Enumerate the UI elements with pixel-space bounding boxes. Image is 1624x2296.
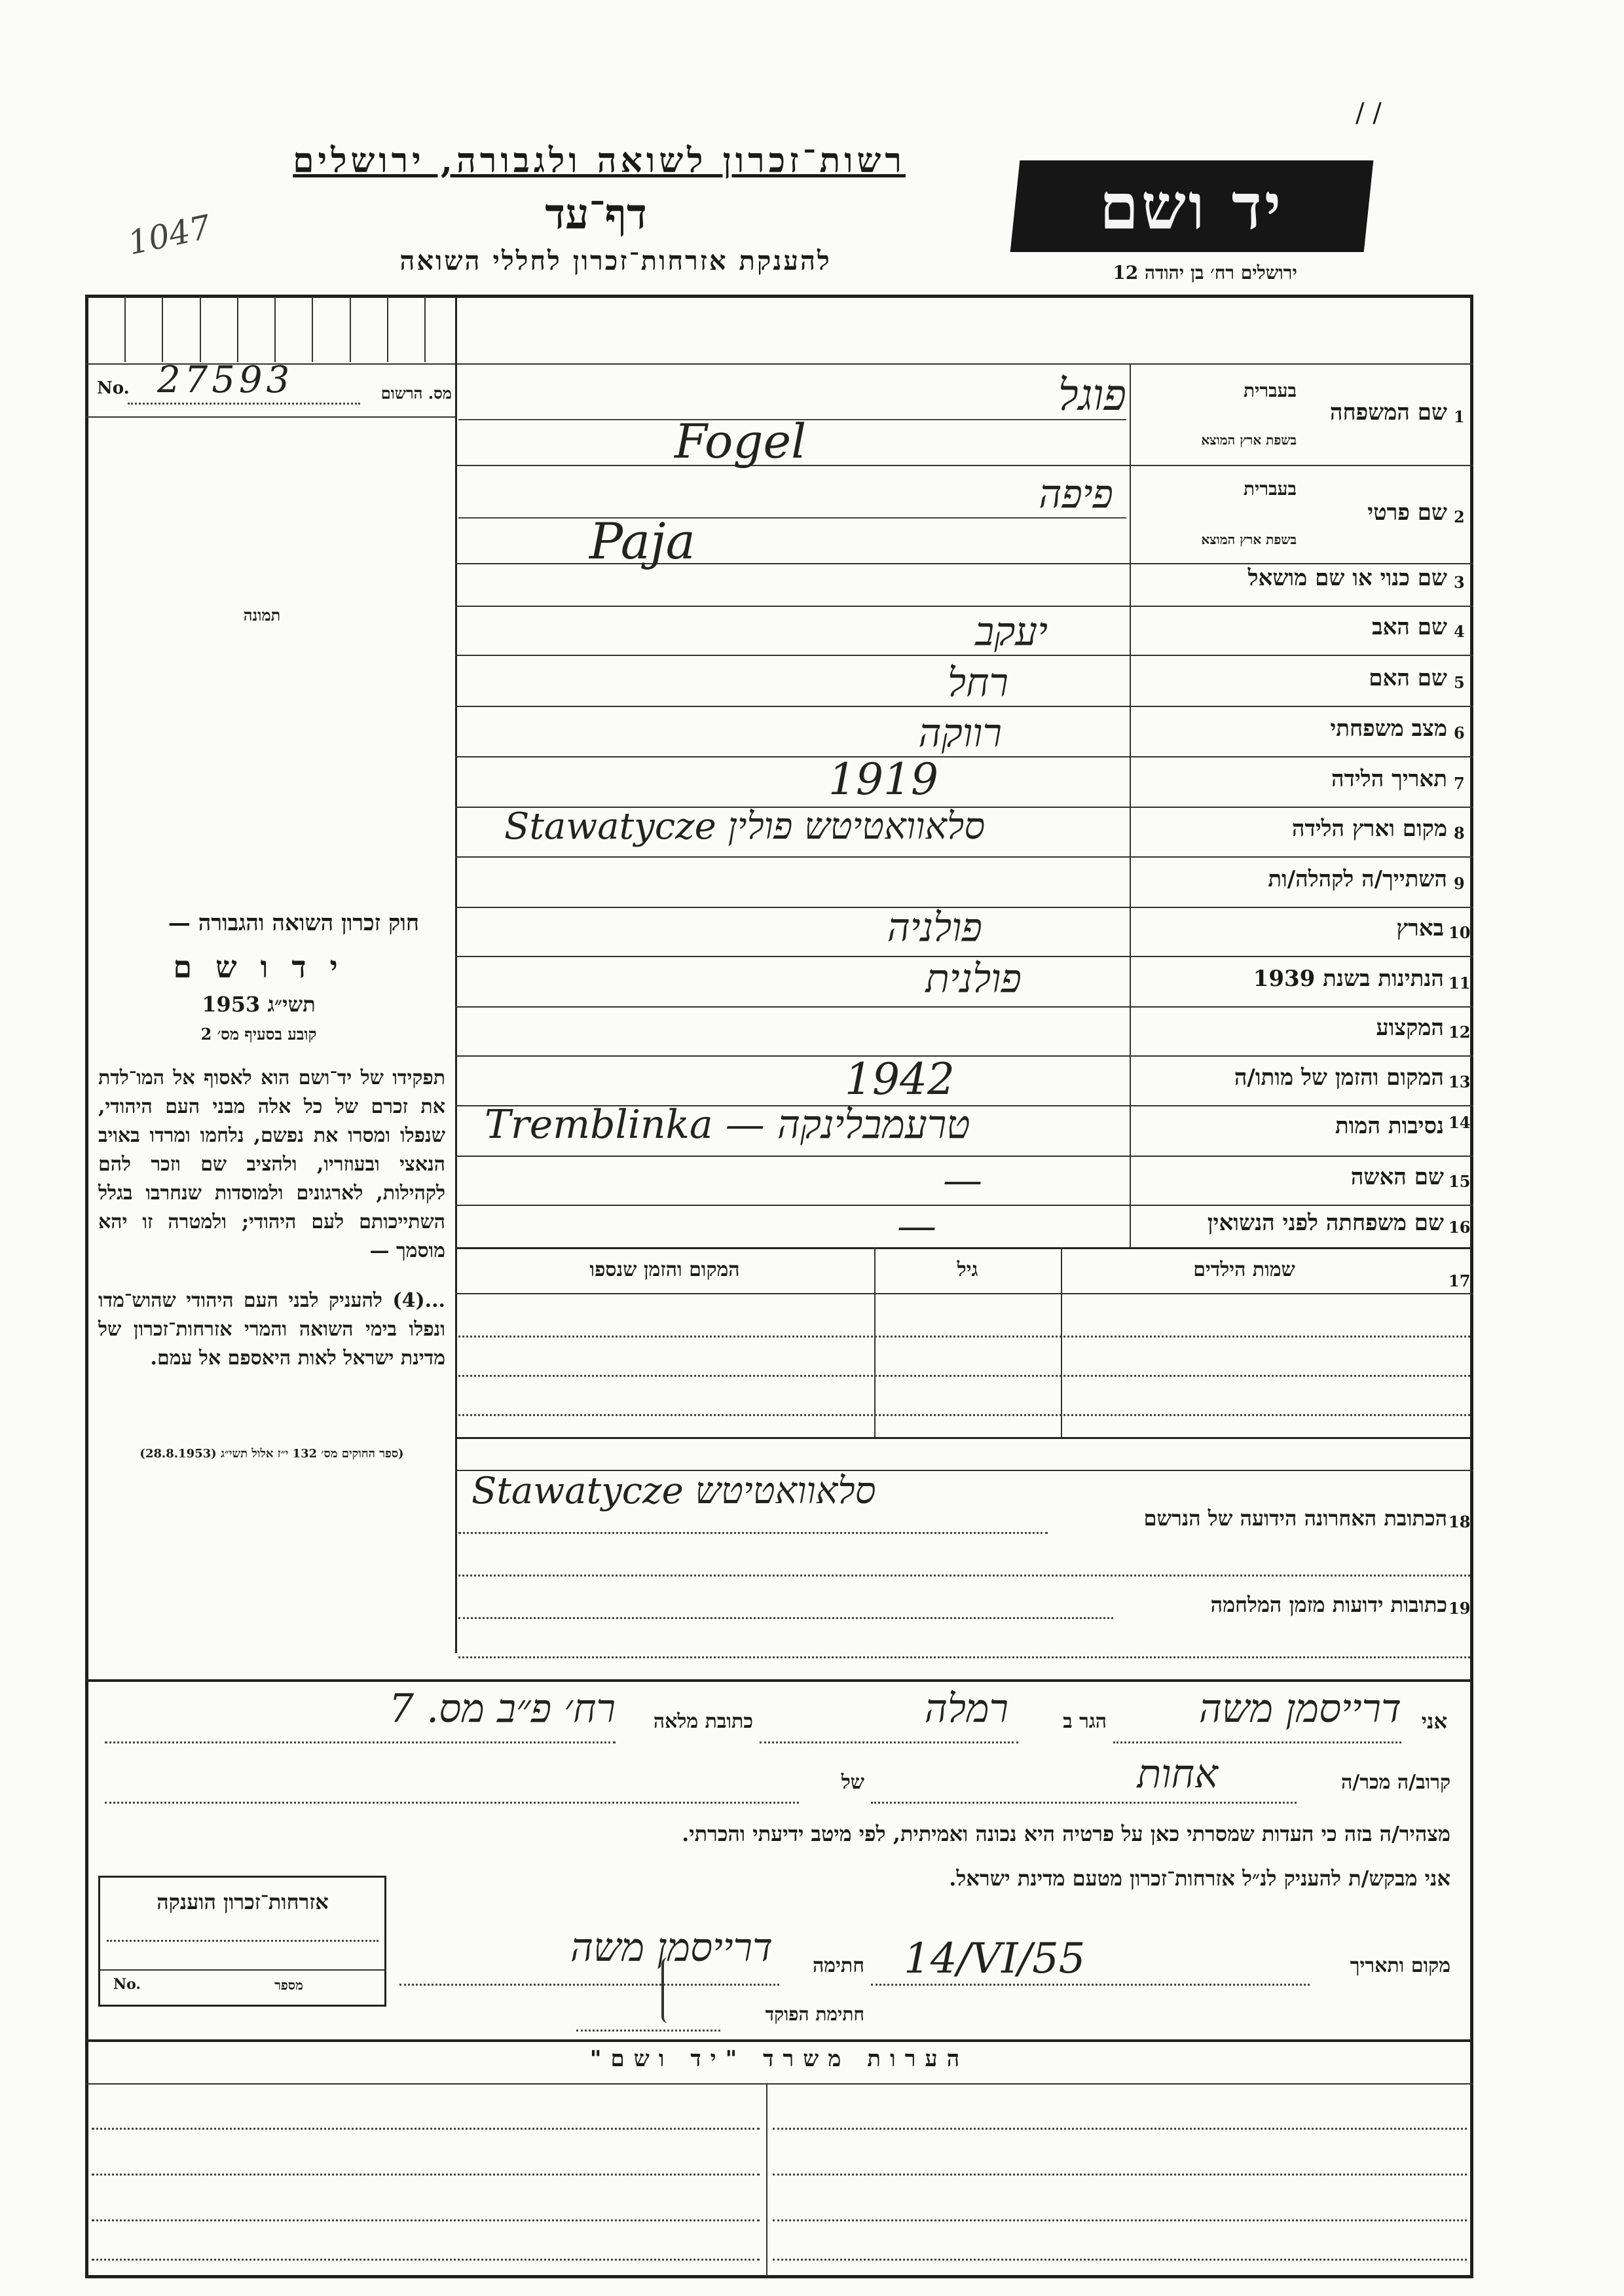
citizenship-box xyxy=(98,1876,386,2007)
row-16-value: — xyxy=(897,1203,936,1249)
decl-full-address-label: כתובת מלאה xyxy=(653,1710,753,1733)
archive-number: 1047 xyxy=(124,208,214,263)
row-16-number: 16 xyxy=(1449,1218,1471,1237)
row-4-number: 4 xyxy=(1454,622,1465,641)
row-1-value-local: Fogel xyxy=(674,414,807,469)
children-col-names: שמות הילדים xyxy=(1193,1258,1295,1281)
citizenship-box-number-label: מספר xyxy=(274,1977,303,1993)
row-17-number: 17 xyxy=(1449,1271,1471,1290)
row-2-sub-local: בשפת ארץ המוצא xyxy=(1201,532,1297,547)
form-subtitle: להענקת אזרחות־זכרון לחללי השואה xyxy=(399,246,832,276)
decl-address: רח׳ פ״ב מס. 7 xyxy=(388,1686,616,1732)
row-19-number: 19 xyxy=(1449,1599,1471,1618)
registration-prefix: No. xyxy=(97,378,130,398)
decl-signature-flourish xyxy=(661,1958,677,2023)
form-title: דף־עד xyxy=(545,190,647,239)
logo-text: יד ושם xyxy=(1099,169,1284,244)
law-clause: קובע בסעיף מס׳ 2 xyxy=(200,1025,317,1044)
registration-label: מס. הרשום xyxy=(380,384,452,403)
decl-name: דרייסמן משה xyxy=(1198,1686,1401,1732)
row-4-label: שם האב xyxy=(1372,614,1447,640)
row-4-value: יעקב xyxy=(975,609,1048,655)
decl-officer-label: חתימת הפוקד xyxy=(765,2003,864,2025)
row-15-label: שם האשה xyxy=(1350,1164,1444,1190)
decl-date: 14/VI/55 xyxy=(904,1935,1086,1983)
children-col-place: המקום והזמן שנספו xyxy=(589,1258,740,1281)
row-14-label: נסיבות המות xyxy=(1335,1113,1444,1139)
row-11-value: פולנית xyxy=(925,956,1022,1002)
children-col-age: גיל xyxy=(957,1258,978,1281)
row-15-value: — xyxy=(943,1157,982,1203)
decl-signature-label: חתימה xyxy=(813,1954,864,1977)
decl-request: אני מבקש/ת להעניק לנ״ל אזרחות־זכרון מטעם מדינת ישראל. xyxy=(949,1866,1450,1891)
row-3-number: 3 xyxy=(1454,573,1465,592)
row-5-value: רחל xyxy=(947,660,1008,706)
row-2-value-hebrew: פיפה xyxy=(1039,471,1113,517)
row-14-value: Tremblinka — טרעמבלינקה xyxy=(485,1102,970,1148)
row-7-number: 7 xyxy=(1454,774,1465,793)
address-line: ירושלים רח׳ בן יהודה 12 xyxy=(1113,262,1297,283)
row-14-number: 14 xyxy=(1449,1113,1471,1132)
decl-statement: מצהיר/ה בזה כי העדות שמסרתי כאן על פרטיה היא נכונה ואמיתית, לפי מיטב ידיעתי והכרתי. xyxy=(682,1821,1450,1846)
decl-resides-label: הגר ב xyxy=(1063,1710,1107,1733)
citizenship-box-no-prefix: No. xyxy=(113,1976,141,1993)
row-10-label: בארץ xyxy=(1396,915,1444,941)
row-11-label: הנתינות בשנת 1939 xyxy=(1253,966,1444,992)
row-13-number: 13 xyxy=(1449,1072,1471,1091)
row-2-number: 2 xyxy=(1454,507,1465,526)
row-2-value-local: Paja xyxy=(589,512,695,570)
row-18-label: הכתובת האחרונה הידועה של הנרשם xyxy=(1143,1506,1447,1531)
row-6-value: רווקה xyxy=(918,710,1002,756)
row-16-label: שם משפחתה לפני הנשואין xyxy=(1207,1210,1444,1236)
decl-place-date-label: מקום ותאריך xyxy=(1350,1954,1450,1977)
row-9-label: השתייך/ה לקהלה/ות xyxy=(1268,866,1447,892)
row-1-number: 1 xyxy=(1454,407,1465,426)
law-name: י ד ו ש ם xyxy=(173,949,344,985)
notes-title: הערות משרד "יד ושם" xyxy=(589,2046,969,2072)
decl-signature: דרייסמן משה xyxy=(570,1925,773,1971)
citizenship-box-title: אזרחות־זכרון הוענקה xyxy=(157,1889,329,1914)
row-12-number: 12 xyxy=(1449,1023,1471,1042)
yad-vashem-logo xyxy=(1010,160,1374,252)
corner-marks: / / xyxy=(1356,98,1382,128)
law-source: (ספר החוקים מס׳ 132 י״ז אלול תשי״ג (28.8.1953) xyxy=(139,1447,404,1461)
row-2-label: שם פרטי xyxy=(1367,500,1447,526)
row-11-number: 11 xyxy=(1449,974,1471,993)
row-1-sub-hebrew: בעברית xyxy=(1243,380,1297,401)
row-7-label: תאריך הלידה xyxy=(1331,766,1447,792)
row-19-label: כתובות ידועות מזמן המלחמה xyxy=(1210,1592,1447,1617)
row-15-number: 15 xyxy=(1449,1172,1471,1191)
row-6-label: מצב משפחתי xyxy=(1330,716,1447,742)
row-8-number: 8 xyxy=(1454,824,1465,843)
row-3-label: שם כנוי או שם מושאל xyxy=(1247,565,1447,591)
law-text-paragraph-1: תפקידו של יד־ושם הוא לאסוף אל המו־לדת את זכרם של כל אלה מבני העם היהודי, שנפלו ומסרו את נפשם, נלחמו ומרדו באויב הנאצי ובעוזריו, ולהציב שם וזכר להם לקהילות, לארגונים ולמוסדות שנחרבו בגלל השתייכותם לעם היהודי; ולמטרה זו יהא מוסמך — xyxy=(98,1066,445,1262)
decl-relation: אחות xyxy=(1137,1751,1218,1797)
row-6-number: 6 xyxy=(1454,723,1465,742)
row-12-label: המקצוע xyxy=(1376,1015,1444,1041)
row-5-label: שם האם xyxy=(1369,665,1447,691)
authority-title: רשות־זכרון לשואה ולגבורה, ירושלים xyxy=(293,141,906,181)
row-18-value: Stawatycze סלאוואטיטש xyxy=(471,1470,876,1512)
registration-number: 27593 xyxy=(157,359,294,401)
row-5-number: 5 xyxy=(1454,673,1465,692)
row-1-sub-local: בשפת ארץ המוצא xyxy=(1201,432,1297,448)
law-text-paragraph-2: ...(4) להעניק לבני העם היהודי שהוש־מדו ונפלו בימי השואה והמרי אזרחות־זכרון של מדינת ישראל לאות היאספם אל עמם. xyxy=(98,1289,445,1370)
law-title: חוק זכרון השואה והגבורה — xyxy=(168,910,419,936)
row-8-value: Stawatycze סלאוואטיטש פולין xyxy=(504,805,986,848)
code-boxes xyxy=(124,296,426,362)
row-8-label: מקום וארץ הלידה xyxy=(1291,816,1447,842)
decl-i-label: אני xyxy=(1421,1709,1447,1734)
row-13-value: 1942 xyxy=(845,1054,955,1104)
row-10-value: פולניה xyxy=(887,905,982,951)
row-1-label: שם המשפחה xyxy=(1329,399,1447,426)
decl-relative-label: קרוב/ה מכר/ה xyxy=(1341,1771,1450,1794)
law-year: תשי״ג 1953 xyxy=(202,992,316,1017)
row-1-value-hebrew: פוגל xyxy=(1058,370,1126,420)
decl-of-label: של xyxy=(841,1771,864,1794)
photo-label: תמונה xyxy=(243,606,281,625)
decl-city: רמלה xyxy=(924,1686,1008,1732)
row-10-number: 10 xyxy=(1449,923,1471,942)
row-13-label: המקום והזמן של מותו/ה xyxy=(1234,1065,1444,1091)
row-9-number: 9 xyxy=(1454,874,1465,893)
row-2-sub-hebrew: בעברית xyxy=(1243,478,1297,500)
row-7-value: 1919 xyxy=(828,754,938,805)
row-18-number: 18 xyxy=(1449,1512,1471,1531)
